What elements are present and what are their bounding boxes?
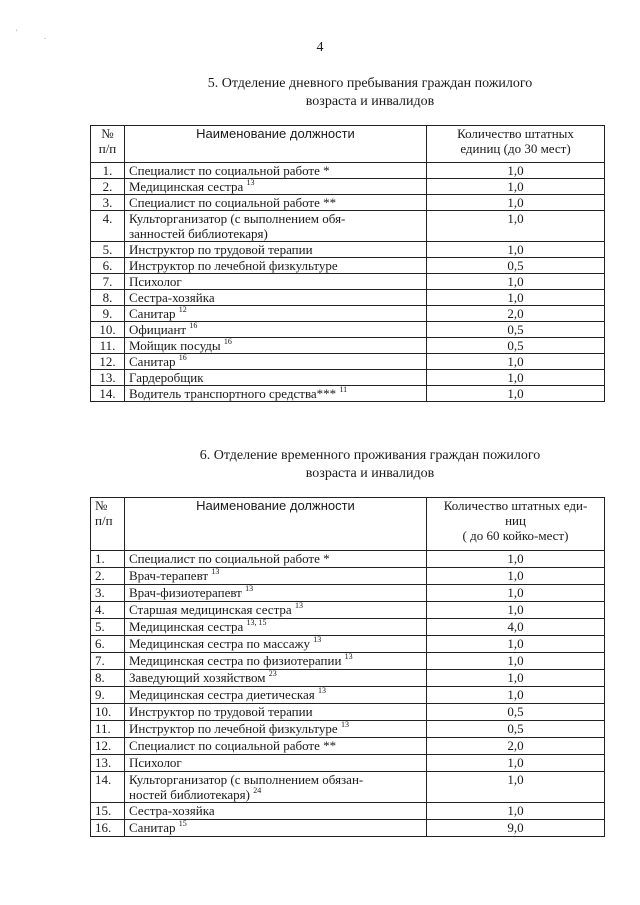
position-name	[125, 211, 427, 242]
position-name	[125, 602, 427, 619]
table-header-row	[91, 126, 605, 163]
header-number: № п/п	[91, 126, 125, 163]
position-name	[125, 721, 427, 738]
row-number: 4.	[91, 211, 125, 242]
quantity-value: 1,0	[427, 370, 605, 386]
row-number: 11.	[91, 338, 125, 354]
footnote-ref: 16	[178, 353, 187, 362]
row-number: 14.	[91, 772, 125, 803]
position-name	[125, 370, 427, 386]
position-name	[125, 670, 427, 687]
position-name	[125, 803, 427, 820]
section5-title	[150, 75, 590, 111]
position-name-text: Медицинская сестра	[129, 179, 244, 194]
quantity-value: 1,0	[427, 803, 605, 820]
position-name	[125, 619, 427, 636]
position-name	[125, 179, 427, 195]
quantity-value: 1,0	[427, 551, 605, 568]
quantity-value: 1,0	[427, 585, 605, 602]
section6-title	[150, 447, 590, 483]
position-name	[125, 738, 427, 755]
position-name-text: Специалист по социальной работе *	[129, 551, 330, 566]
position-name	[125, 653, 427, 670]
position-name	[125, 755, 427, 772]
row-number: 3.	[91, 585, 125, 602]
position-name-text: Медицинская сестра	[129, 619, 244, 634]
footnote-ref: 23	[268, 669, 277, 678]
quantity-value: 1,0	[427, 211, 605, 242]
footnote-ref: 13	[313, 635, 322, 644]
position-name	[125, 338, 427, 354]
position-name	[125, 704, 427, 721]
footnote-ref: 13	[344, 652, 353, 661]
position-name-text: Санитар	[129, 306, 176, 321]
position-name-text: Санитар	[129, 354, 176, 369]
position-name-line2	[129, 226, 422, 241]
table-row	[91, 820, 605, 837]
table-row	[91, 338, 605, 354]
row-number: 12.	[91, 738, 125, 755]
row-number: 9.	[91, 306, 125, 322]
table-row	[91, 354, 605, 370]
position-name-text: Психолог	[129, 274, 182, 289]
row-number: 5.	[91, 619, 125, 636]
quantity-value: 1,0	[427, 290, 605, 306]
footnote-ref: 24	[253, 786, 262, 795]
position-name-text: Сестра-хозяйка	[129, 290, 215, 305]
table-row	[91, 704, 605, 721]
position-name	[125, 687, 427, 704]
quantity-value: 1,0	[427, 163, 605, 179]
position-name-text: Специалист по социальной работе *	[129, 163, 330, 178]
position-name-text: Водитель транспортного средства***	[129, 386, 337, 401]
quantity-value: 2,0	[427, 738, 605, 755]
quantity-value: 9,0	[427, 820, 605, 837]
position-name	[125, 772, 427, 803]
footnote-ref: 13, 15	[246, 618, 267, 627]
quantity-value: 0,5	[427, 721, 605, 738]
footnote-ref: 15	[178, 819, 187, 828]
quantity-value: 1,0	[427, 386, 605, 402]
position-name	[125, 290, 427, 306]
section6-title-line1: 6. Отделение временного проживания граждан пожилого	[199, 448, 541, 463]
table-row	[91, 370, 605, 386]
row-number: 6.	[91, 258, 125, 274]
table-row	[91, 322, 605, 338]
header-position: Наименование должности	[125, 498, 427, 551]
table-row	[91, 585, 605, 602]
table-row	[91, 602, 605, 619]
quantity-value: 1,0	[427, 179, 605, 195]
position-name-text: ностей библиотекаря)	[129, 787, 250, 802]
table-row	[91, 386, 605, 402]
position-name-text: Специалист по социальной работе **	[129, 195, 337, 210]
position-name-text: Врач-физиотерапевт	[129, 585, 242, 600]
table-row	[91, 721, 605, 738]
row-number: 3.	[91, 195, 125, 211]
table-row	[91, 242, 605, 258]
table-row	[91, 653, 605, 670]
position-name	[125, 195, 427, 211]
quantity-value: 0,5	[427, 338, 605, 354]
position-name-text: занностей библиотекаря)	[129, 226, 268, 241]
table-row	[91, 274, 605, 290]
quantity-value: 1,0	[427, 354, 605, 370]
footnote-ref: 16	[223, 337, 232, 346]
position-name-text: Инструктор по трудовой терапии	[129, 242, 313, 257]
scan-mark: '	[16, 28, 18, 37]
table-row	[91, 687, 605, 704]
footnote-ref: 12	[178, 305, 187, 314]
table-row	[91, 772, 605, 803]
section6-table	[90, 497, 605, 837]
position-name	[125, 163, 427, 179]
position-name-text: Психолог	[129, 755, 182, 770]
quantity-value: 1,0	[427, 274, 605, 290]
quantity-value: 1,0	[427, 636, 605, 653]
table-row	[91, 670, 605, 687]
table-row	[91, 738, 605, 755]
position-name	[125, 568, 427, 585]
quantity-value: 1,0	[427, 687, 605, 704]
table-row	[91, 211, 605, 242]
quantity-value: 0,5	[427, 258, 605, 274]
row-number: 10.	[91, 704, 125, 721]
position-name-text: Специалист по социальной работе **	[129, 738, 337, 753]
section5-title-line1: 5. Отделение дневного пребывания граждан пожилого	[207, 76, 533, 91]
row-number: 16.	[91, 820, 125, 837]
row-number: 1.	[91, 551, 125, 568]
position-name	[125, 322, 427, 338]
position-name-text: Медицинская сестра по массажу	[129, 636, 311, 651]
quantity-value: 1,0	[427, 242, 605, 258]
table-row	[91, 306, 605, 322]
quantity-value: 1,0	[427, 653, 605, 670]
position-name-text: Медицинская сестра диетическая	[129, 687, 315, 702]
quantity-value: 4,0	[427, 619, 605, 636]
row-number: 4.	[91, 602, 125, 619]
row-number: 5.	[91, 242, 125, 258]
quantity-value: 1,0	[427, 602, 605, 619]
table-row	[91, 755, 605, 772]
table-row	[91, 551, 605, 568]
table-row	[91, 803, 605, 820]
position-name-text: Инструктор по лечебной физкультуре	[129, 258, 338, 273]
header-number: № п/п	[91, 498, 125, 551]
position-name	[125, 820, 427, 837]
footnote-ref: 13	[340, 720, 349, 729]
position-name-line1: Культорганизатор (с выполнением обязан-	[129, 772, 364, 787]
position-name	[125, 636, 427, 653]
position-name-text: Официант	[129, 322, 187, 337]
position-name-text: Санитар	[129, 820, 176, 835]
row-number: 9.	[91, 687, 125, 704]
quantity-value: 1,0	[427, 772, 605, 803]
row-number: 14.	[91, 386, 125, 402]
quantity-value: 0,5	[427, 322, 605, 338]
quantity-value: 1,0	[427, 568, 605, 585]
row-number: 13.	[91, 755, 125, 772]
footnote-ref: 16	[189, 321, 198, 330]
table-row	[91, 195, 605, 211]
position-name-text: Инструктор по лечебной физкультуре	[129, 721, 338, 736]
position-name-text: Заведующий хозяйством	[129, 670, 266, 685]
position-name	[125, 551, 427, 568]
row-number: 7.	[91, 274, 125, 290]
header-quantity: Количество штатных еди- ниц ( до 60 койко-мест)	[427, 498, 605, 551]
table-row	[91, 619, 605, 636]
table-row	[91, 258, 605, 274]
table-header-row	[91, 498, 605, 551]
scan-mark: .	[44, 32, 46, 41]
page-number: 4	[316, 40, 324, 55]
footnote-ref: 13	[211, 567, 220, 576]
table-row	[91, 290, 605, 306]
position-name-line2	[129, 787, 422, 802]
position-name-text: Мойщик посуды	[129, 338, 221, 353]
section6-title-line2: возраста и инвалидов	[305, 466, 435, 481]
position-name	[125, 258, 427, 274]
table-row	[91, 568, 605, 585]
position-name	[125, 354, 427, 370]
position-name-text: Старшая медицинская сестра	[129, 602, 292, 617]
position-name-text: Врач-терапевт	[129, 568, 209, 583]
table-row	[91, 636, 605, 653]
position-name	[125, 386, 427, 402]
position-name-text: Сестра-хозяйка	[129, 803, 215, 818]
position-name-text: Гардеробщик	[129, 370, 204, 385]
position-name-text: Медицинская сестра по физиотерапии	[129, 653, 342, 668]
position-name	[125, 306, 427, 322]
quantity-value: 1,0	[427, 195, 605, 211]
quantity-value: 2,0	[427, 306, 605, 322]
footnote-ref: 13	[294, 601, 303, 610]
row-number: 7.	[91, 653, 125, 670]
quantity-value: 0,5	[427, 704, 605, 721]
quantity-value: 1,0	[427, 755, 605, 772]
row-number: 12.	[91, 354, 125, 370]
footnote-ref: 13	[245, 584, 254, 593]
position-name-text: Инструктор по трудовой терапии	[129, 704, 313, 719]
row-number: 10.	[91, 322, 125, 338]
header-quantity: Количество штатных единиц (до 30 мест)	[427, 126, 605, 163]
row-number: 2.	[91, 568, 125, 585]
table-row	[91, 163, 605, 179]
row-number: 13.	[91, 370, 125, 386]
row-number: 2.	[91, 179, 125, 195]
position-name	[125, 242, 427, 258]
row-number: 6.	[91, 636, 125, 653]
row-number: 15.	[91, 803, 125, 820]
row-number: 8.	[91, 670, 125, 687]
position-name	[125, 585, 427, 602]
section5-table	[90, 125, 605, 402]
position-name	[125, 274, 427, 290]
footnote-ref: 13	[246, 178, 255, 187]
section5-title-line2: возраста и инвалидов	[305, 94, 435, 109]
table-row	[91, 179, 605, 195]
footnote-ref: 11	[339, 385, 348, 394]
footnote-ref: 13	[317, 686, 326, 695]
header-position: Наименование должности	[125, 126, 427, 163]
row-number: 1.	[91, 163, 125, 179]
row-number: 8.	[91, 290, 125, 306]
row-number: 11.	[91, 721, 125, 738]
position-name-line1: Культорганизатор (с выполнением обя-	[129, 211, 346, 226]
quantity-value: 1,0	[427, 670, 605, 687]
